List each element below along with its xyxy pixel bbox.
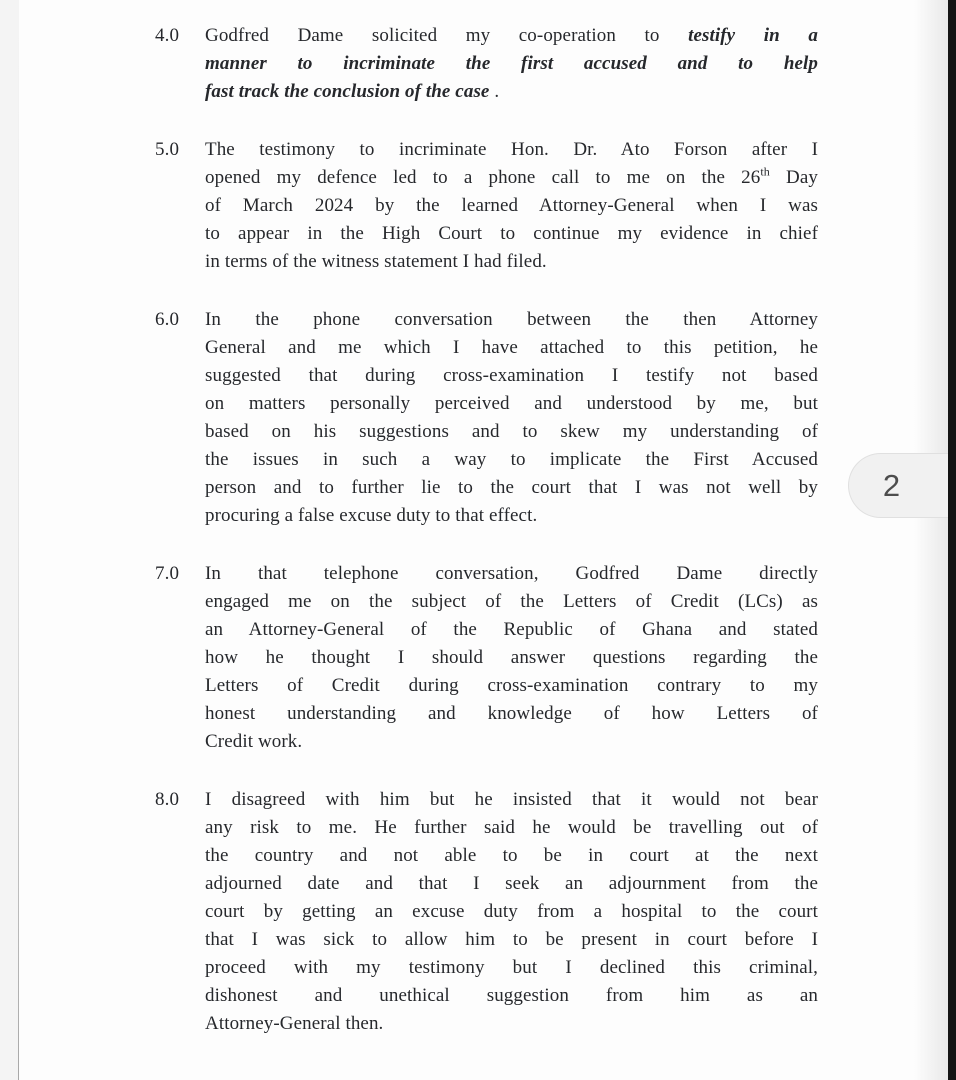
text-segment: an Attorney-General of the Republic of Ghana and stated (205, 619, 818, 640)
text-segment: dishonest and unethical suggestion from him as an (205, 985, 818, 1006)
paragraph-body (205, 560, 818, 756)
paragraph-number: 6.0 (155, 309, 180, 330)
text-segment: to appear in the High Court to continue my evidence in chief (205, 223, 818, 244)
paragraph-line (205, 220, 818, 248)
paragraph-line (205, 814, 818, 842)
paragraph-number: 4.0 (155, 25, 180, 46)
viewer-edge-strip (948, 0, 956, 1080)
text-segment: Godfred Dame solicited my co-operation to (205, 25, 689, 46)
text-segment: th (760, 164, 770, 179)
text-segment: I disagreed with him but he insisted that it would not bear (205, 789, 818, 810)
text-segment: manner to incriminate the first accused and to help (205, 53, 818, 74)
paragraph-line (205, 588, 818, 616)
paragraph-line (205, 446, 818, 474)
paragraph-line (205, 700, 818, 728)
paragraph-line (205, 786, 818, 814)
paragraph-number: 8.0 (155, 789, 180, 810)
text-segment: any risk to me. He further said he would be travelling out of (205, 817, 818, 838)
paragraph (155, 22, 818, 106)
paragraph-line (205, 334, 818, 362)
paragraph-line (205, 1010, 818, 1038)
paragraph-line (205, 50, 818, 78)
paragraph-line (205, 390, 818, 418)
paragraph-line (205, 672, 818, 700)
text-segment: Letters of Credit during cross-examination contrary to my (205, 675, 818, 696)
paragraph-line (205, 898, 818, 926)
paragraph-line (205, 644, 818, 672)
text-segment: testify in a (688, 25, 818, 46)
text-segment: that I was sick to allow him to be present in court before I (205, 929, 818, 950)
page-fold-line (18, 0, 19, 1080)
paragraph-line (205, 164, 818, 192)
paragraph-number: 7.0 (155, 563, 180, 584)
text-segment: suggested that during cross-examination I testify not based (205, 365, 818, 386)
paragraph-line (205, 22, 818, 50)
paragraph-line (205, 954, 818, 982)
paragraph (155, 306, 818, 530)
paragraph-body (205, 786, 818, 1038)
text-segment: In that telephone conversation, Godfred Dame directly (205, 563, 818, 584)
text-segment: fast track the conclusion of the case (205, 81, 490, 102)
text-segment: engaged me on the subject of the Letters of Credit (LCs) as (205, 591, 818, 612)
paragraph-line (205, 728, 818, 756)
paragraph-line (205, 78, 818, 106)
text-segment: in terms of the witness statement I had filed. (205, 251, 547, 272)
paragraph-line (205, 870, 818, 898)
text-segment: opened my defence led to a phone call to me on the 26 (205, 167, 761, 188)
paragraph-line (205, 926, 818, 954)
paragraph-body (205, 306, 818, 530)
page-right-edge-shadow (914, 0, 948, 1080)
page-number-badge (848, 453, 956, 518)
paragraph-line (205, 248, 818, 276)
text-segment: Attorney-General then. (205, 1013, 384, 1034)
text-segment: Day (769, 167, 818, 188)
paragraph-line (205, 306, 818, 334)
text-segment: how he thought I should answer questions regarding the (205, 647, 818, 668)
paragraph (155, 560, 818, 756)
paragraph-line (205, 474, 818, 502)
paragraph-line (205, 842, 818, 870)
paragraph-body (205, 22, 818, 106)
text-segment: Credit work. (205, 731, 303, 752)
paragraph-line (205, 192, 818, 220)
paragraph-line (205, 616, 818, 644)
text-segment: person and to further lie to the court that I was not well by (205, 477, 818, 498)
paragraph-body (205, 136, 818, 276)
paragraph-line (205, 982, 818, 1010)
text-segment: court by getting an excuse duty from a hospital to the court (205, 901, 818, 922)
document-page (155, 22, 818, 1068)
page-number: 2 (882, 467, 901, 503)
text-segment: the issues in such a way to implicate the First Accused (205, 449, 818, 470)
paragraph-line (205, 362, 818, 390)
paragraph-line (205, 502, 818, 530)
text-segment: the country and not able to be in court at the next (205, 845, 818, 866)
text-segment: . (489, 81, 500, 102)
text-segment: proceed with my testimony but I declined this criminal, (205, 957, 818, 978)
paragraph-number: 5.0 (155, 139, 180, 160)
text-segment: of March 2024 by the learned Attorney-General when I was (205, 195, 818, 216)
paragraph-line (205, 418, 818, 446)
paragraph-line (205, 560, 818, 588)
text-segment: based on his suggestions and to skew my understanding of (205, 421, 818, 442)
text-segment: adjourned date and that I seek an adjournment from the (205, 873, 818, 894)
paragraph-line (205, 136, 818, 164)
text-segment: honest understanding and knowledge of how Letters of (205, 703, 818, 724)
paragraph (155, 786, 818, 1038)
page-left-edge (0, 0, 18, 1080)
text-segment: In the phone conversation between the then Attorney (205, 309, 818, 330)
text-segment: procuring a false excuse duty to that effect. (205, 505, 538, 526)
paragraph (155, 136, 818, 276)
text-segment: The testimony to incriminate Hon. Dr. Ato Forson after I (205, 139, 818, 160)
text-segment: on matters personally perceived and understood by me, but (205, 393, 818, 414)
text-segment: General and me which I have attached to this petition, he (205, 337, 818, 358)
